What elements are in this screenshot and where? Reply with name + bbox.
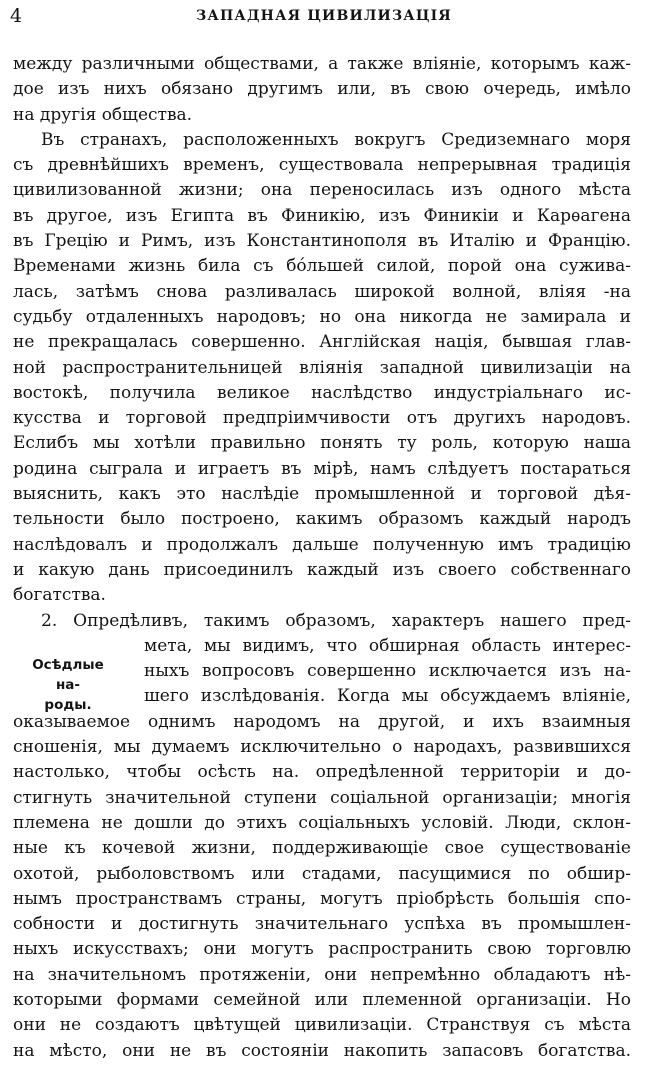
text-line: въ другое, изъ Египта въ Финикію, изъ Финикіи и Карѳагена xyxy=(13,205,631,226)
body-text xyxy=(13,52,631,1064)
text-line: Временами жизнь била съ бóльшей силой, порой она сужива- xyxy=(13,256,631,277)
text-line: Въ странахъ, расположенныхъ вокругъ Средиземнаго моря xyxy=(41,129,631,150)
text-line: дое изъ нихъ обязано другимъ или, въ свою очередь, имѣло xyxy=(13,79,631,100)
text-line: племена не дошли до этихъ соціальныхъ условій. Люди, склон- xyxy=(13,812,631,833)
text-line: 2. Опредѣливъ, такимъ образомъ, характеръ нашего пред- xyxy=(41,610,631,631)
text-line: оказываемое однимъ народомъ на другой, и ихъ взаимныя xyxy=(13,711,631,732)
text-line: ныхъ вопросовъ совершенно исключается изъ на- xyxy=(144,661,631,682)
text-line: лась, затѣмъ снова разливалась широкой волной, вліяя -на xyxy=(13,281,631,302)
margin-note-line: Осѣдлые на- xyxy=(32,657,104,693)
text-line: кусства и торговой предпріимчивости отъ другихъ народовъ. xyxy=(13,408,631,429)
text-line: ныхъ искусствахъ; они могутъ распространить свою торговлю xyxy=(13,939,631,960)
text-line: ные къ кочевой жизни, поддерживающіе свое существованіе xyxy=(13,838,631,859)
text-line: ной распространительницей вліянія западной цивилизаціи на xyxy=(13,357,631,378)
text-line: и какую дань присоединилъ каждый изъ своего собственнаго xyxy=(13,559,631,580)
text-line: мета, мы видимъ, что обширная область интерес- xyxy=(144,635,631,656)
running-head xyxy=(10,4,638,28)
text-line: Еслибъ мы хотѣли правильно понять ту роль, которую наша xyxy=(13,433,631,454)
text-line: судьбу отдаленныхъ народовъ; но она никогда не замирала и xyxy=(13,306,631,327)
running-title: ЗАПАДНАЯ ЦИВИЛИЗАЦІЯ xyxy=(196,8,452,24)
page-number: 4 xyxy=(10,5,23,27)
text-line: между различными обществами, а также вліяніе, которымъ каж- xyxy=(13,54,631,74)
margin-note-line: роды. xyxy=(44,697,92,713)
text-line: не прекращалась совершенно. Англійская нація, бывшая глав- xyxy=(13,332,631,353)
text-line: востокѣ, получила великое наслѣдство индустріальнаго ис- xyxy=(13,382,631,403)
text-line: они не создаютъ цвѣтущей цивилизаціи. Странствуя съ мѣста xyxy=(13,1015,631,1036)
text-line: настолько, чтобы осѣсть на. опредѣленной территоріи и до- xyxy=(13,762,631,783)
text-line: богатства. xyxy=(13,585,106,606)
text-line: на другія общества. xyxy=(13,104,193,125)
text-line: стигнуть значительной ступени соціальной организаціи; многія xyxy=(13,787,631,808)
text-line: шего изслѣдованія. Когда мы обсуждаемъ вліяніе, xyxy=(144,686,631,707)
text-line: въ Грецію и Римъ, изъ Константинополя въ Италію и Францію. xyxy=(13,231,631,252)
text-line: нымъ пространствамъ страны, могутъ пріобрѣсть большія спо- xyxy=(13,888,631,909)
text-line: съ древнѣйшихъ временъ, существовала непрерывная традиція xyxy=(13,155,631,176)
text-line: цивилизованной жизни; она переносилась изъ одного мѣста xyxy=(13,180,631,201)
text-line: на мѣсто, они не въ состояніи накопить запасовъ богатства. xyxy=(13,1040,631,1061)
text-line: выяснить, какъ это наслѣдіе промышленной и торговой дѣя- xyxy=(13,484,631,505)
text-line: охотой, рыболовствомъ или стадами, пасущимися по обшир- xyxy=(13,863,631,884)
text-line: собности и достигнуть значительнаго успѣха въ промышлен- xyxy=(13,914,631,935)
text-line: тельности было построено, какимъ образомъ каждый народъ xyxy=(13,509,631,530)
text-line: наслѣдовалъ и продолжалъ дальше полученную имъ традицію xyxy=(13,534,631,555)
text-line: сношенія, мы думаемъ исключительно о народахъ, развившихся xyxy=(13,737,631,758)
text-line: на значительномъ протяженіи, они непремѣнно обладаютъ нѣ- xyxy=(13,964,631,985)
text-line: родина сыграла и играетъ въ мірѣ, намъ слѣдуетъ постараться xyxy=(13,458,631,479)
text-line: которыми формами семейной или племенной организаціи. Но xyxy=(13,989,631,1010)
